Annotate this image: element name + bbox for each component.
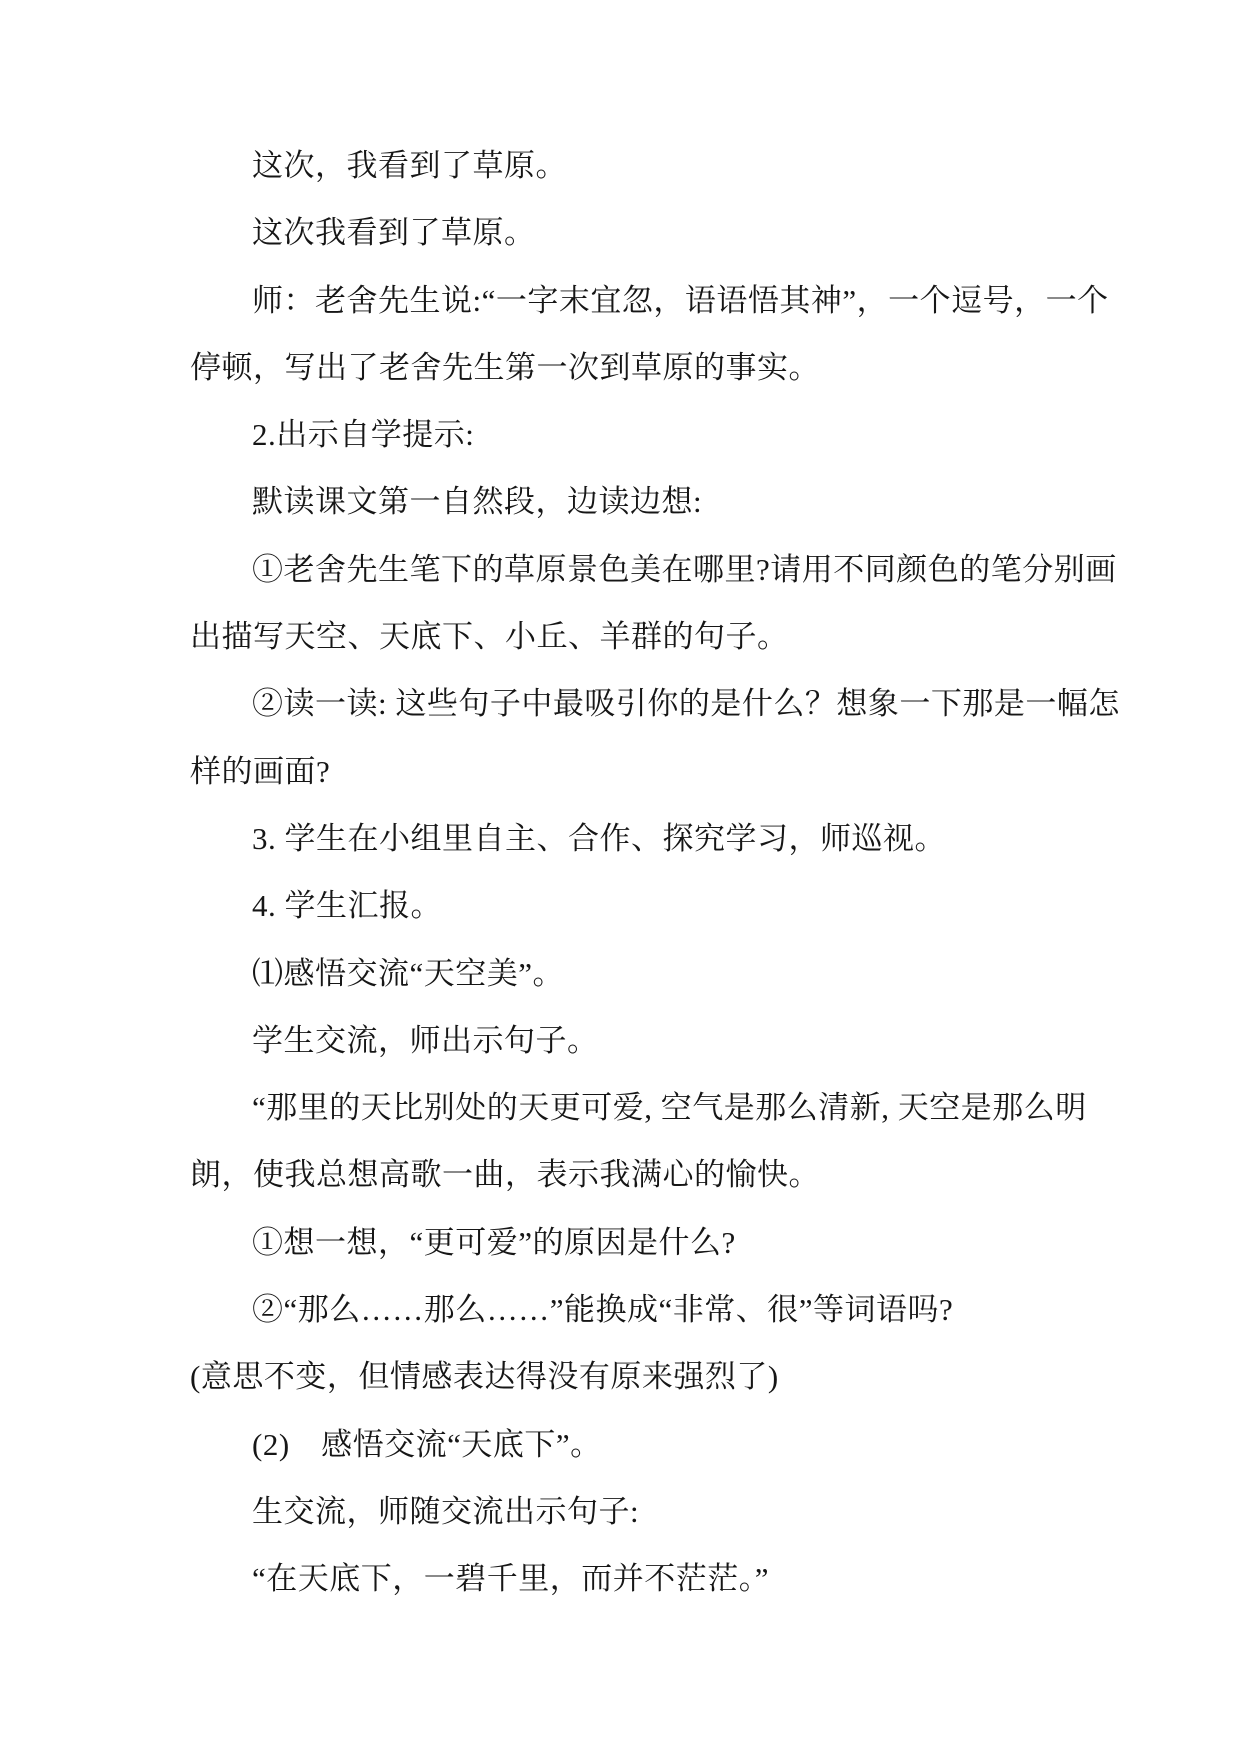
text-line: “那里的天比别处的天更可爱, 空气是那么清新, 天空是那么明 [252, 1090, 1087, 1126]
text-line: 这次，我看到了草原。 [252, 148, 567, 183]
text-line: 样的画面? [190, 753, 331, 789]
text-line: 学生交流，师出示句子。 [252, 1022, 599, 1058]
text-line: 这次我看到了草原。 [252, 215, 536, 251]
text-line: 师：老舍先生说:“一字末宜忽，语语悟其神”，一个逗号，一个 [252, 282, 1109, 318]
text-line: 朗，使我总想高歌一曲，表示我满心的愉快。 [190, 1157, 820, 1193]
text-line: ②“那么……那么……”能换成“非常、很”等词语吗? [252, 1292, 954, 1328]
text-line: 4. 学生汇报。 [252, 888, 442, 924]
text-line: ②读一读: 这些句子中最吸引你的是什么？想象一下那是一幅怎 [252, 686, 1120, 722]
text-line: ⑴感悟交流“天空美”。 [252, 955, 565, 991]
document-body [190, 132, 1120, 1613]
text-line: 停顿，写出了老舍先生第一次到草原的事实。 [190, 349, 820, 385]
text-line: (意思不变，但情感表达得没有原来强烈了) [190, 1359, 779, 1395]
text-line: (2) 感悟交流“天底下”。 [252, 1426, 602, 1462]
text-line: 出描写天空、天底下、小丘、羊群的句子。 [190, 619, 789, 655]
text-line: ①想一想，“更可爱”的原因是什么? [252, 1224, 736, 1260]
text-line: 默读课文第一自然段，边读边想: [252, 484, 703, 520]
text-line: “在天底下，一碧千里，而并不茫茫。” [252, 1561, 770, 1597]
text-line: 生交流，师随交流出示句子: [252, 1493, 640, 1529]
text-line: ①老舍先生笔下的草原景色美在哪里?请用不同颜色的笔分别画 [252, 551, 1117, 587]
text-line: 2.出示自学提示: [252, 417, 475, 453]
text-line: 3. 学生在小组里自主、合作、探究学习，师巡视。 [252, 820, 946, 856]
